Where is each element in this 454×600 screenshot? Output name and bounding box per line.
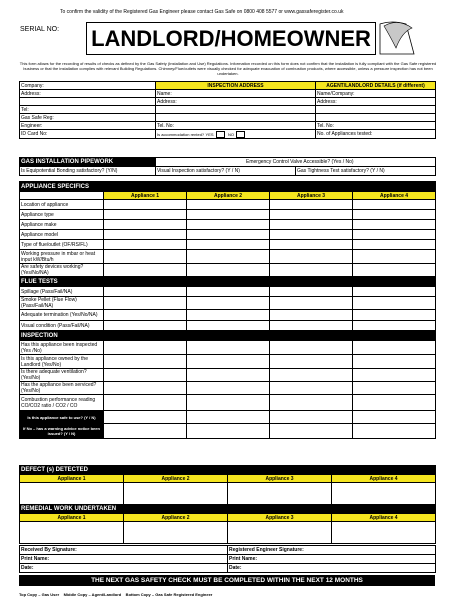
inspection-row-label: Has the appliance been serviced? (Yes/No) xyxy=(20,382,104,395)
page-curl-graphic xyxy=(378,18,416,56)
remedial-table xyxy=(19,504,436,544)
safe-to-use-label: Is this appliance safe to use? (Y / N) xyxy=(20,411,104,424)
inspection-appliance-3-cell[interactable] xyxy=(270,355,353,369)
inspection-appliance-4-cell[interactable] xyxy=(353,395,436,411)
specifics-row xyxy=(20,264,436,277)
specifics-appliance-1-cell[interactable] xyxy=(104,230,187,240)
defect-cell[interactable] xyxy=(20,483,124,505)
inspection-appliance-2-cell[interactable] xyxy=(187,395,270,411)
remedial-appliance-4-header: Appliance 4 xyxy=(332,514,436,522)
inspection-row xyxy=(20,382,436,395)
inspection-appliance-2-cell[interactable] xyxy=(187,341,270,355)
defects-appliance-2-header: Appliance 2 xyxy=(124,475,228,483)
specifics-row-label: Are safety devices working? (Yes/No/NA) xyxy=(20,264,104,277)
inspection-appliance-1-cell[interactable] xyxy=(104,382,187,395)
flue-tests-heading: FLUE TESTS xyxy=(20,277,436,287)
agent-tel-field[interactable]: Tel. No: xyxy=(316,122,436,130)
inspection-address-line2[interactable] xyxy=(156,106,316,114)
company-address-field[interactable]: Address: xyxy=(20,90,156,98)
gas-safe-reg-field[interactable]: Gas Safe Reg: xyxy=(20,114,156,122)
accommodation-rented-label: Is accommodation rented? xyxy=(157,131,205,137)
flue-test-row-label: Smoke Pellet (Flue Flow) (Pass/Fail/NA) xyxy=(20,297,104,310)
gas-tightness-field[interactable]: Gas Tightness Test satisfactory? (Y / N) xyxy=(296,167,436,176)
inspection-row xyxy=(20,395,436,411)
defects-appliance-4-header: Appliance 4 xyxy=(332,475,436,483)
remedial-column-header-row xyxy=(20,514,436,522)
inspection-appliance-2-cell[interactable] xyxy=(187,369,270,382)
no-checkbox[interactable] xyxy=(236,131,245,138)
specifics-row-label: Working pressure in mbar or heat input kW/Btu/h xyxy=(20,250,104,264)
specifics-appliance-1-cell[interactable] xyxy=(104,220,187,230)
remedial-appliance-1-header: Appliance 1 xyxy=(20,514,124,522)
visual-inspection-field[interactable]: Visual Inspection satisfactory? (Y / N) xyxy=(156,167,296,176)
flue-rows xyxy=(20,287,436,331)
specifics-row xyxy=(20,200,436,210)
specifics-row xyxy=(20,250,436,264)
appliance-2-column-header: Appliance 2 xyxy=(187,192,270,200)
specifics-row-label: Appliance make xyxy=(20,220,104,230)
specifics-row xyxy=(20,240,436,250)
inspection-appliance-2-cell[interactable] xyxy=(187,382,270,395)
inspection-row xyxy=(20,355,436,369)
received-print-name-field[interactable]: Print Name: xyxy=(20,555,228,564)
inspection-appliance-3-cell[interactable] xyxy=(270,382,353,395)
bonding-field[interactable]: Is Equipotential Bonding satisfactory? (Y/N) xyxy=(20,167,156,176)
regulations-note: This form allows for the recording of results of checks as defined by the Gas Safety (Installation and Use) Regulations. Information recorded on this form does not confirm that the installation is fully compliant with the Gas Safe registered business or that the installation complies with relevant Building Regulations. Chimney/Flue/outlets were visually checked for adequate evacuation of combustion products, where accessible, unless a pressure inspection has not been undertaken. xyxy=(19,61,437,76)
remedial-appliance-2-header: Appliance 2 xyxy=(124,514,228,522)
received-signature-field[interactable]: Received By Signature: xyxy=(20,546,228,555)
specifics-row-label: Location of appliance xyxy=(20,200,104,210)
defects-table xyxy=(19,465,436,505)
appliances-tested-field[interactable]: No. of Appliances tested: xyxy=(316,130,436,139)
specifics-row xyxy=(20,230,436,240)
inspection-address-line3[interactable] xyxy=(156,114,316,122)
flue-test-appliance-3-cell[interactable] xyxy=(270,287,353,297)
engineer-signature-field[interactable]: Registered Engineer Signature: xyxy=(228,546,436,555)
inspection-row xyxy=(20,369,436,382)
agent-details-header: AGENT/LANDLORD DETAILS (if different) xyxy=(316,82,436,90)
form-title: LANDLORD/HOMEOWNER xyxy=(91,26,371,51)
remedial-cell[interactable] xyxy=(20,522,124,544)
inspection-appliance-1-cell[interactable] xyxy=(104,355,187,369)
specifics-appliance-1-cell[interactable] xyxy=(104,240,187,250)
company-address-line2[interactable] xyxy=(20,98,156,106)
appliance-specifics-table xyxy=(19,181,436,439)
flue-test-row xyxy=(20,321,436,331)
specifics-appliance-4-cell[interactable] xyxy=(353,230,436,240)
specifics-appliance-3-cell[interactable] xyxy=(270,210,353,220)
specifics-appliance-1-cell[interactable] xyxy=(104,264,187,277)
inspection-appliance-3-cell[interactable] xyxy=(270,369,353,382)
pipework-heading: GAS INSTALLATION PIPEWORK xyxy=(20,158,156,167)
defects-appliance-3-header: Appliance 3 xyxy=(228,475,332,483)
appliance-1-column-header: Appliance 1 xyxy=(104,192,187,200)
flue-test-appliance-1-cell[interactable] xyxy=(104,310,187,321)
flue-test-row-label: Visual condition (Pass/Fail/NA) xyxy=(20,321,104,331)
inspection-appliance-4-cell[interactable] xyxy=(353,355,436,369)
inspection-appliance-3-cell[interactable] xyxy=(270,341,353,355)
appliance-3-column-header: Appliance 3 xyxy=(270,192,353,200)
warning-notice-cell[interactable] xyxy=(104,424,187,439)
flue-test-appliance-4-cell[interactable] xyxy=(353,321,436,331)
specifics-row-label: Appliance type xyxy=(20,210,104,220)
appliance-section xyxy=(19,181,435,439)
inspection-rows xyxy=(20,341,436,411)
remedial-cell[interactable] xyxy=(332,522,436,544)
specifics-appliance-2-cell[interactable] xyxy=(187,230,270,240)
flue-test-appliance-2-cell[interactable] xyxy=(187,321,270,331)
appliance-label-header xyxy=(20,192,104,200)
defects-heading: DEFECT (s) DETECTED xyxy=(20,466,436,475)
defects-appliance-1-header: Appliance 1 xyxy=(20,475,124,483)
flue-test-appliance-4-cell[interactable] xyxy=(353,287,436,297)
specifics-appliance-2-cell[interactable] xyxy=(187,240,270,250)
id-card-field[interactable]: ID Card No: xyxy=(20,130,156,139)
inspection-tel-field[interactable]: Tel. No: xyxy=(156,122,316,130)
flue-test-appliance-3-cell[interactable] xyxy=(270,297,353,310)
safe-to-use-cell[interactable] xyxy=(187,411,270,424)
inspection-row-label: Is there adequate ventilation? (Yes/No) xyxy=(20,369,104,382)
ecv-field[interactable]: Emergency Control Valve Accessible? (Yes / No) xyxy=(156,158,436,167)
flue-test-appliance-4-cell[interactable] xyxy=(353,297,436,310)
details-table xyxy=(19,81,436,139)
inspection-appliance-4-cell[interactable] xyxy=(353,341,436,355)
gas-safe-confirm-note: To confirm the validity of the Registered Gas Engineer please contact Gas Safe on 0800 408 5577 or www.gassaferegister.co.uk xyxy=(60,9,344,15)
specifics-appliance-3-cell[interactable] xyxy=(270,240,353,250)
warning-notice-label: If No – has a warning advice notice been issued? (Y / N) xyxy=(20,424,104,439)
specifics-appliance-1-cell[interactable] xyxy=(104,210,187,220)
inspection-appliance-4-cell[interactable] xyxy=(353,369,436,382)
specifics-appliance-3-cell[interactable] xyxy=(270,264,353,277)
engineer-date-field[interactable]: Date: xyxy=(228,564,436,573)
flue-test-appliance-2-cell[interactable] xyxy=(187,287,270,297)
inspection-name-field[interactable]: Name: xyxy=(156,90,316,98)
agent-address-field[interactable]: Address: xyxy=(316,98,436,106)
engineer-print-name-field[interactable]: Print Name: xyxy=(228,555,436,564)
inspection-appliance-2-cell[interactable] xyxy=(187,355,270,369)
appliance-4-column-header: Appliance 4 xyxy=(353,192,436,200)
remedial-heading: REMEDIAL WORK UNDERTAKEN xyxy=(20,505,436,514)
flue-test-appliance-3-cell[interactable] xyxy=(270,321,353,331)
specifics-appliance-4-cell[interactable] xyxy=(353,264,436,277)
inspection-row-label: Has this appliance been inspected (Yes /No) xyxy=(20,341,104,355)
flue-test-row-label: Adequate termination (Yes/No/NA) xyxy=(20,310,104,321)
warning-notice-cell[interactable] xyxy=(187,424,270,439)
company-field[interactable]: Company: xyxy=(20,82,156,90)
agent-address-line2[interactable] xyxy=(316,106,436,114)
inspection-row xyxy=(20,341,436,355)
defect-cell[interactable] xyxy=(124,483,228,505)
specifics-row-label: Appliance model xyxy=(20,230,104,240)
specifics-appliance-4-cell[interactable] xyxy=(353,220,436,230)
specifics-appliance-4-cell[interactable] xyxy=(353,210,436,220)
received-date-field[interactable]: Date: xyxy=(20,564,228,573)
warning-notice-cell[interactable] xyxy=(270,424,353,439)
no-label: NO xyxy=(227,131,234,137)
specifics-appliance-2-cell[interactable] xyxy=(187,264,270,277)
appliance-specifics-heading: APPLIANCE SPECIFICS xyxy=(20,182,436,192)
flue-test-appliance-1-cell[interactable] xyxy=(104,287,187,297)
pipework-table xyxy=(19,157,436,176)
agent-address-line3[interactable] xyxy=(316,114,436,122)
inspection-address-header: INSPECTION ADDRESS xyxy=(156,82,316,90)
inspection-appliance-4-cell[interactable] xyxy=(353,382,436,395)
defect-cell[interactable] xyxy=(228,483,332,505)
specifics-row xyxy=(20,220,436,230)
flue-test-row-label: Spillage (Pass/Fail/NA) xyxy=(20,287,104,297)
specifics-appliance-3-cell[interactable] xyxy=(270,250,353,264)
inspection-appliance-1-cell[interactable] xyxy=(104,395,187,411)
next-check-banner: THE NEXT GAS SAFETY CHECK MUST BE COMPLETED WITHIN THE NEXT 12 MONTHS xyxy=(19,575,435,586)
specifics-appliance-1-cell[interactable] xyxy=(104,200,187,210)
signatures-table xyxy=(19,545,436,573)
flue-test-row xyxy=(20,297,436,310)
copy-distribution-note: Top Copy – Gas User Middle Copy – Agent/Landlord Bottom Copy – Gas Safe Registered Engineer xyxy=(19,592,213,597)
specifics-row xyxy=(20,210,436,220)
specifics-appliance-4-cell[interactable] xyxy=(353,200,436,210)
warning-notice-cell[interactable] xyxy=(353,424,436,439)
serial-number-label: SERIAL NO: xyxy=(20,26,60,33)
specifics-appliance-4-cell[interactable] xyxy=(353,250,436,264)
yes-label: YES xyxy=(205,131,214,137)
specifics-appliance-1-cell[interactable] xyxy=(104,250,187,264)
specifics-appliance-2-cell[interactable] xyxy=(187,210,270,220)
flue-test-appliance-4-cell[interactable] xyxy=(353,310,436,321)
flue-test-appliance-2-cell[interactable] xyxy=(187,297,270,310)
flue-test-appliance-1-cell[interactable] xyxy=(104,321,187,331)
specifics-appliance-3-cell[interactable] xyxy=(270,200,353,210)
specifics-appliance-3-cell[interactable] xyxy=(270,220,353,230)
specifics-rows xyxy=(20,200,436,277)
specifics-appliance-2-cell[interactable] xyxy=(187,200,270,210)
specifics-row-label: Type of flue/outlet (OF/RS/FL) xyxy=(20,240,104,250)
specifics-appliance-2-cell[interactable] xyxy=(187,220,270,230)
specifics-appliance-2-cell[interactable] xyxy=(187,250,270,264)
appliance-column-header-row xyxy=(20,192,436,200)
flue-test-appliance-1-cell[interactable] xyxy=(104,297,187,310)
remedial-cell[interactable] xyxy=(124,522,228,544)
specifics-appliance-4-cell[interactable] xyxy=(353,240,436,250)
yes-checkbox[interactable] xyxy=(216,131,225,138)
remedial-cell[interactable] xyxy=(228,522,332,544)
safe-to-use-cell[interactable] xyxy=(104,411,187,424)
flue-test-appliance-2-cell[interactable] xyxy=(187,310,270,321)
defects-column-header-row xyxy=(20,475,436,483)
remedial-appliance-3-header: Appliance 3 xyxy=(228,514,332,522)
accommodation-rented-row xyxy=(156,130,316,139)
flue-test-row xyxy=(20,287,436,297)
flue-test-appliance-3-cell[interactable] xyxy=(270,310,353,321)
inspection-row-label: Is this appliance owned by the Landlord (Yes/No) xyxy=(20,355,104,369)
form-title-box xyxy=(86,22,376,55)
safe-to-use-cell[interactable] xyxy=(353,411,436,424)
company-tel-field[interactable]: Tel: xyxy=(20,106,156,114)
inspection-row-label: Combustion performance reading CO/CO2 ratio / CO2 / CO xyxy=(20,395,104,411)
inspection-appliance-1-cell[interactable] xyxy=(104,341,187,355)
flue-test-row xyxy=(20,310,436,321)
defect-cell[interactable] xyxy=(332,483,436,505)
inspection-heading: INSPECTION xyxy=(20,331,436,341)
agent-name-field[interactable]: Name/Company: xyxy=(316,90,436,98)
specifics-appliance-3-cell[interactable] xyxy=(270,230,353,240)
inspection-address-field[interactable]: Address: xyxy=(156,98,316,106)
inspection-appliance-1-cell[interactable] xyxy=(104,369,187,382)
inspection-appliance-3-cell[interactable] xyxy=(270,395,353,411)
safe-to-use-cell[interactable] xyxy=(270,411,353,424)
engineer-field[interactable]: Engineer: xyxy=(20,122,156,130)
